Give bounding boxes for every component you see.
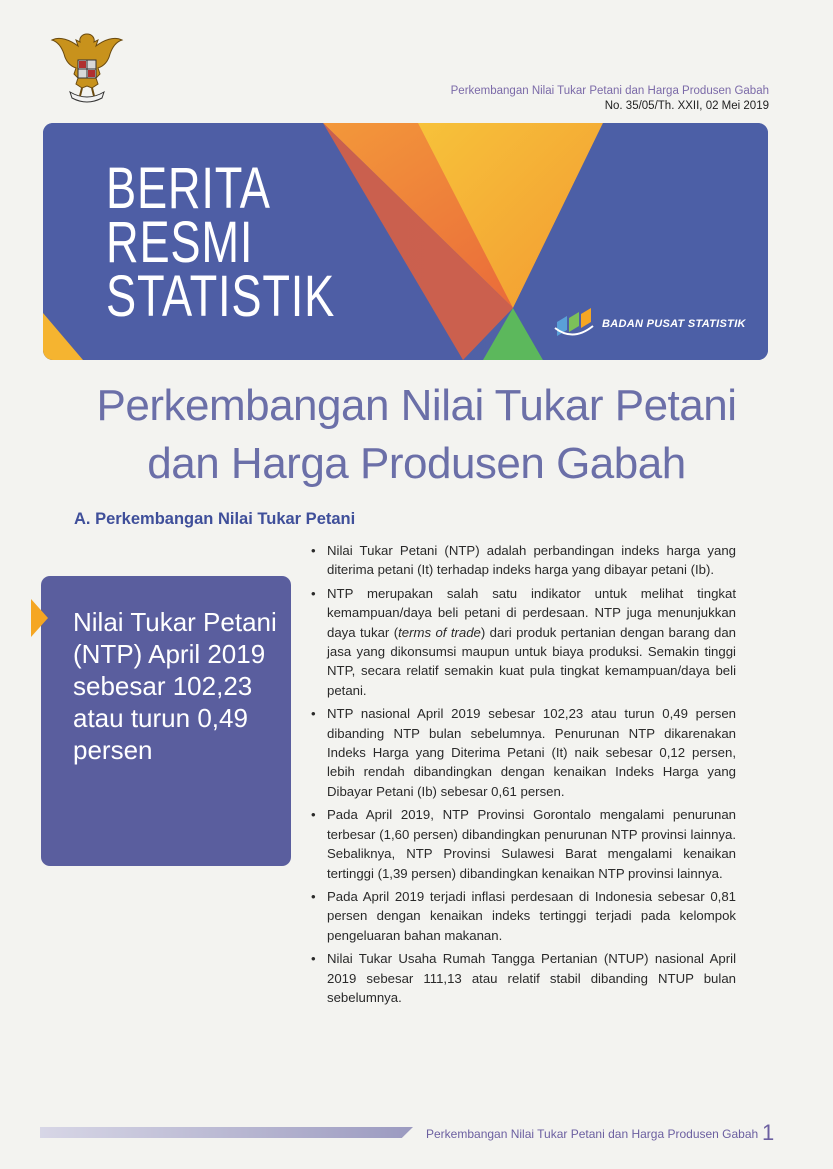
publication-title: Perkembangan Nilai Tukar Petani dan Harga Produsen Gabah	[450, 85, 769, 97]
bullet-item: • Pada April 2019 terjadi inflasi perdesaan di Indonesia sebesar 0,81 persen dengan kenaikan indeks tertinggi terjadi pada kelompok pengeluaran bahan makanan.	[311, 887, 736, 945]
bullet-emphasis: terms of trade	[398, 624, 481, 640]
bullet-item: • NTP nasional April 2019 sebesar 102,23 atau turun 0,49 persen dibanding NTP bulan sebelumnya. Penurunan NTP dikarenakan Indeks Harga yang Diterima Petani (It) naik sebesar 0,12 persen, lebih rendah dibandingkan dengan kenaikan Indeks Harga yang Dibayar Petani (Ib) sebesar 0,61 persen.	[311, 704, 736, 801]
bullet-list	[311, 541, 736, 1011]
banner-line-resmi: RESMI	[106, 210, 254, 275]
bullet-text: NTP merupakan salah satu indikator untuk melihat tingkat kemampuan/daya beli petani di perdesaan. NTP juga menunjukkan daya tukar (	[327, 585, 736, 640]
page-title-line2: dan Harga Produsen Gabah	[147, 439, 686, 488]
highlight-line: atau turun 0,49	[73, 703, 248, 733]
bullet-item	[311, 584, 736, 700]
highlight-arrow-icon	[31, 599, 48, 637]
page-title-line1: Perkembangan Nilai Tukar Petani	[96, 381, 737, 430]
banner-line-berita: BERITA	[106, 156, 271, 221]
bps-agency-name: BADAN PUSAT STATISTIK	[602, 318, 746, 330]
header-meta	[451, 84, 769, 114]
bullet-item: • Pada April 2019, NTP Provinsi Gorontalo mengalami penurunan terbesar (1,60 persen) dibandingkan penurunan NTP provinsi lainnya. Sebaliknya, NTP Provinsi Sulawesi Barat mengalami kenaikan tertinggi (1,39 persen) dibandingkan kenaikan NTP provinsi lainnya.	[311, 805, 736, 883]
highlight-line: persen	[73, 735, 153, 765]
footer-text: Perkembangan Nilai Tukar Petani dan Harga Produsen Gabah	[426, 1127, 759, 1141]
banner-brs-title	[106, 156, 336, 329]
footer-bar	[40, 1127, 413, 1138]
issue-line: No. 35/05/Th. XXII, 02 Mei 2019	[604, 100, 769, 112]
highlight-text	[73, 606, 288, 766]
bullet-item: • Nilai Tukar Usaha Rumah Tangga Pertanian (NTUP) nasional April 2019 sebesar 111,13 atau relatif stabil dibanding NTUP bulan sebelumnya.	[311, 949, 736, 1007]
bps-logo-icon	[553, 308, 595, 340]
garuda-emblem-icon	[48, 26, 126, 108]
bullet-item: • Nilai Tukar Petani (NTP) adalah perbandingan indeks harga yang diterima petani (It) terhadap indeks harga yang dibayar petani (Ib).	[311, 541, 736, 580]
highlight-line: Nilai Tukar Petani	[73, 607, 277, 637]
highlight-line: (NTP) April 2019	[73, 639, 266, 669]
highlight-line: sebesar 102,23	[73, 671, 253, 701]
banner-line-statistik: STATISTIK	[106, 264, 336, 329]
page-number: 1	[762, 1120, 775, 1145]
section-heading: A. Perkembangan Nilai Tukar Petani	[74, 510, 356, 528]
bullet-text: ) dari produk pertanian dengan barang dan jasa yang dikonsumsi maupun untuk biaya produksi. Semakin tinggi NTP, secara relatif semakin kuat pula tingkat kemampuan/daya beli petani.	[327, 624, 737, 698]
